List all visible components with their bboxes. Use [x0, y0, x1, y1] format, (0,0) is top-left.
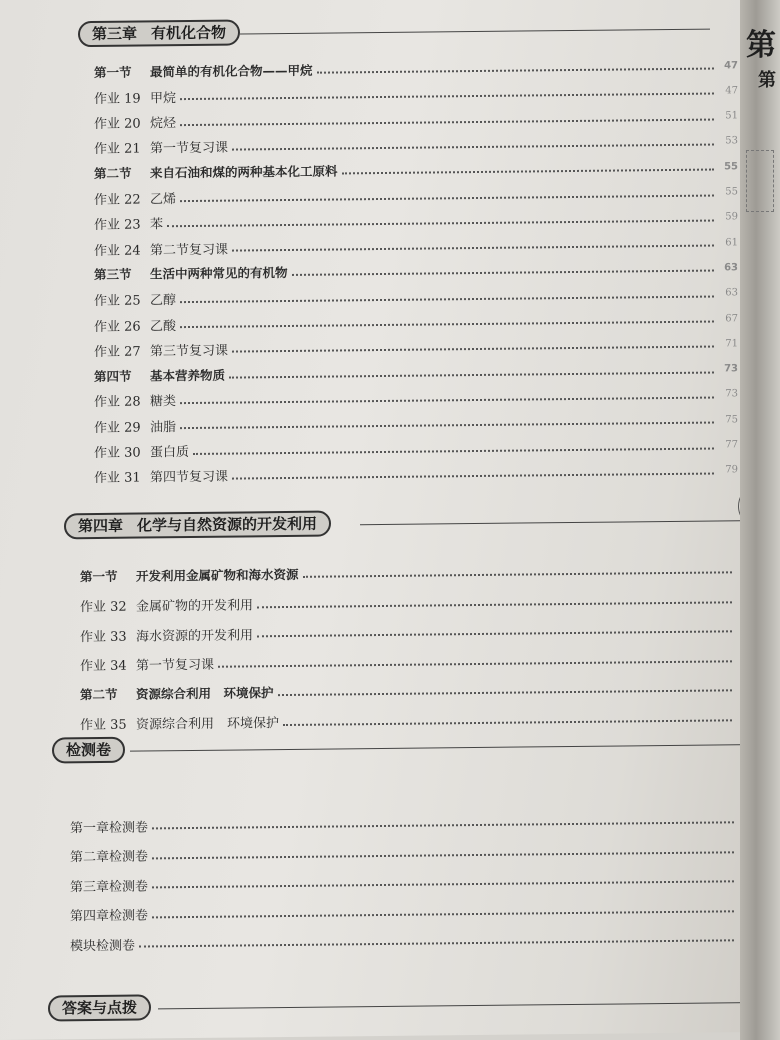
toc-row-label: 第一节 [80, 568, 118, 585]
toc-leader-dots [152, 910, 734, 918]
toc-row [70, 808, 758, 837]
toc-row-label: 作业 26 [94, 319, 141, 335]
tests-title: 检测卷 [66, 740, 112, 760]
toc-row [94, 333, 738, 362]
answers-header [48, 994, 151, 1021]
toc-row-title: 第三章检测卷 [70, 878, 149, 895]
toc-row-title: 最简单的有机化合物——甲烷 [150, 62, 313, 80]
toc-row-label: 第一节 [94, 64, 132, 81]
toc-row [94, 231, 738, 260]
toc-leader-dots [303, 571, 732, 577]
toc-page-number: 75 [725, 413, 738, 426]
toc-page-number: 47 [724, 59, 738, 71]
toc-row-title: 第四节复习课 [150, 469, 229, 486]
toc-row-label: 作业 30 [94, 445, 141, 462]
toc-row-label: 作业 27 [94, 344, 141, 360]
toc-page-number: 59 [725, 211, 738, 223]
toc-row-label: 作业 21 [94, 141, 141, 158]
toc-row-label: 第四节 [94, 368, 132, 384]
toc-leader-dots [180, 295, 714, 303]
chapter-4-title: 化学与自然资源的开发利用 [137, 514, 318, 535]
toc-row [94, 383, 738, 412]
toc-row-title: 第一章检测卷 [70, 819, 149, 836]
toc-row-title: 金属矿物的开发利用 [136, 598, 254, 615]
toc-row [80, 558, 756, 587]
toc-leader-dots [283, 719, 732, 726]
toc-row-title: 第一节复习课 [150, 141, 229, 157]
chapter-3-rule [240, 29, 710, 35]
toc-leader-dots [180, 321, 714, 329]
edge-mark-top: 第 [746, 28, 776, 63]
toc-row-title: 模块检测卷 [70, 938, 136, 954]
toc-row [70, 897, 758, 926]
toc-row-title: 生活中两种常见的有机物 [150, 265, 288, 282]
toc-row-label: 作业 34 [80, 658, 127, 675]
toc-row-label: 第二节 [94, 165, 132, 182]
toc-row [70, 838, 758, 867]
chapter-3-number: 第三章 [92, 24, 138, 44]
toc-row [94, 80, 738, 109]
toc-leader-dots [152, 821, 734, 829]
chapter-4-number: 第四章 [78, 516, 124, 536]
toc-leader-dots [317, 68, 714, 74]
toc-row-label: 作业 24 [94, 243, 141, 259]
toc-leader-dots [232, 143, 714, 150]
toc-row-label: 作业 31 [94, 470, 141, 487]
toc-row-title: 第一节复习课 [136, 657, 215, 674]
toc-leader-dots [278, 689, 732, 696]
toc-row-label: 作业 25 [94, 293, 141, 310]
toc-leader-dots [180, 194, 714, 202]
toc-page-number: 77 [725, 439, 738, 451]
toc-page-number: 73 [725, 388, 738, 400]
toc-row-title: 糖类 [150, 394, 177, 410]
toc-row [80, 706, 756, 735]
tests-rule [130, 744, 760, 752]
toc-row [70, 867, 758, 896]
toc-row [80, 617, 756, 646]
toc-row-title: 乙烯 [150, 192, 177, 208]
toc-row-title: 资源综合利用 环境保护 [136, 685, 274, 702]
toc-page-number: 71 [725, 338, 738, 350]
toc-row-title: 第三节复习课 [150, 343, 229, 360]
toc-row-title: 乙醇 [150, 293, 177, 309]
toc-row [94, 358, 738, 387]
toc-page-number: 63 [725, 287, 738, 299]
toc-row [94, 408, 738, 437]
toc-row-label: 作业 32 [80, 599, 127, 616]
toc-leader-dots [180, 118, 714, 126]
toc-row [94, 257, 738, 286]
toc-row-title: 开发利用金属矿物和海水资源 [136, 566, 299, 584]
toc-page-number: 61 [725, 236, 738, 248]
toc-row [94, 282, 738, 311]
toc-row-title: 苯 [150, 217, 164, 233]
toc-page-number: 53 [725, 135, 738, 147]
toc-leader-dots [257, 601, 732, 608]
toc-row-title: 基本营养物质 [150, 367, 226, 384]
chapter-3-header [78, 19, 240, 47]
toc-leader-dots [229, 371, 714, 378]
answers-rule [158, 1002, 758, 1009]
toc-row [80, 588, 756, 617]
toc-page-number: 67 [725, 312, 738, 324]
toc-row [94, 130, 738, 159]
toc-page-number: 63 [724, 262, 738, 274]
toc-page-number: 55 [725, 186, 738, 198]
tests-header [52, 737, 125, 764]
toc-leader-dots [232, 346, 714, 353]
chapter-3-title: 有机化合物 [151, 23, 227, 43]
toc-leader-dots [342, 169, 714, 175]
toc-row-title: 第二章检测卷 [70, 849, 149, 866]
toc-leader-dots [180, 396, 714, 404]
toc-row-title: 乙酸 [150, 318, 177, 334]
toc-row-title: 第四章检测卷 [70, 908, 149, 925]
toc-leader-dots [139, 939, 734, 947]
toc-row-title: 油脂 [150, 419, 177, 436]
edge-dashed-box [746, 150, 774, 212]
toc-row-title: 第二节复习课 [150, 242, 229, 259]
toc-row-title: 烷烃 [150, 116, 177, 132]
toc-leader-dots [167, 219, 714, 227]
toc-leader-dots [193, 447, 714, 454]
toc-row-title: 海水资源的开发利用 [136, 627, 254, 645]
toc-page-number: 55 [724, 160, 738, 173]
toc-leader-dots [218, 660, 732, 667]
toc-row [94, 105, 738, 134]
next-page-edge [740, 0, 780, 1040]
toc-row [94, 54, 738, 83]
toc-row-label: 作业 28 [94, 394, 141, 411]
toc-leader-dots [152, 880, 734, 888]
toc-row [94, 307, 738, 336]
toc-leader-dots [180, 422, 714, 430]
answers-title: 答案与点拨 [62, 998, 138, 1018]
toc-leader-dots [232, 245, 714, 252]
toc-row-label: 作业 20 [94, 116, 141, 133]
toc-row-label: 作业 19 [94, 91, 141, 107]
toc-leader-dots [257, 630, 732, 637]
edge-mark-second: 第 [758, 70, 776, 91]
toc-row-title: 甲烷 [150, 90, 177, 107]
toc-leader-dots [180, 93, 714, 101]
toc-page-number: 79 [725, 464, 738, 476]
toc-page-number: 47 [725, 85, 738, 97]
toc-row-label: 作业 22 [94, 192, 141, 209]
toc-row [94, 459, 738, 488]
toc-row-title: 资源综合利用 环境保护 [136, 716, 280, 733]
toc-row-title: 蛋白质 [150, 445, 190, 461]
toc-row-label: 作业 33 [80, 629, 127, 645]
toc-row-label: 第三节 [94, 267, 132, 283]
toc-row [80, 676, 756, 705]
toc-row-title: 来自石油和煤的两种基本化工原料 [150, 163, 338, 181]
toc-row [70, 926, 758, 955]
toc-row [94, 434, 738, 463]
toc-leader-dots [152, 851, 734, 859]
toc-page-number: 73 [724, 363, 738, 375]
toc-page-number: 51 [725, 110, 738, 122]
toc-row-label: 作业 35 [80, 717, 127, 734]
toc-row [94, 181, 738, 210]
toc-row-label: 作业 29 [94, 420, 141, 436]
toc-leader-dots [292, 270, 714, 276]
chapter-4-header [64, 511, 331, 540]
toc-row [80, 647, 756, 676]
toc-leader-dots [232, 472, 714, 479]
toc-row-label: 作业 23 [94, 217, 141, 234]
toc-row-label: 第二节 [80, 686, 118, 703]
toc-row [94, 155, 738, 184]
toc-row [94, 206, 738, 235]
chapter-4-rule [360, 520, 740, 525]
